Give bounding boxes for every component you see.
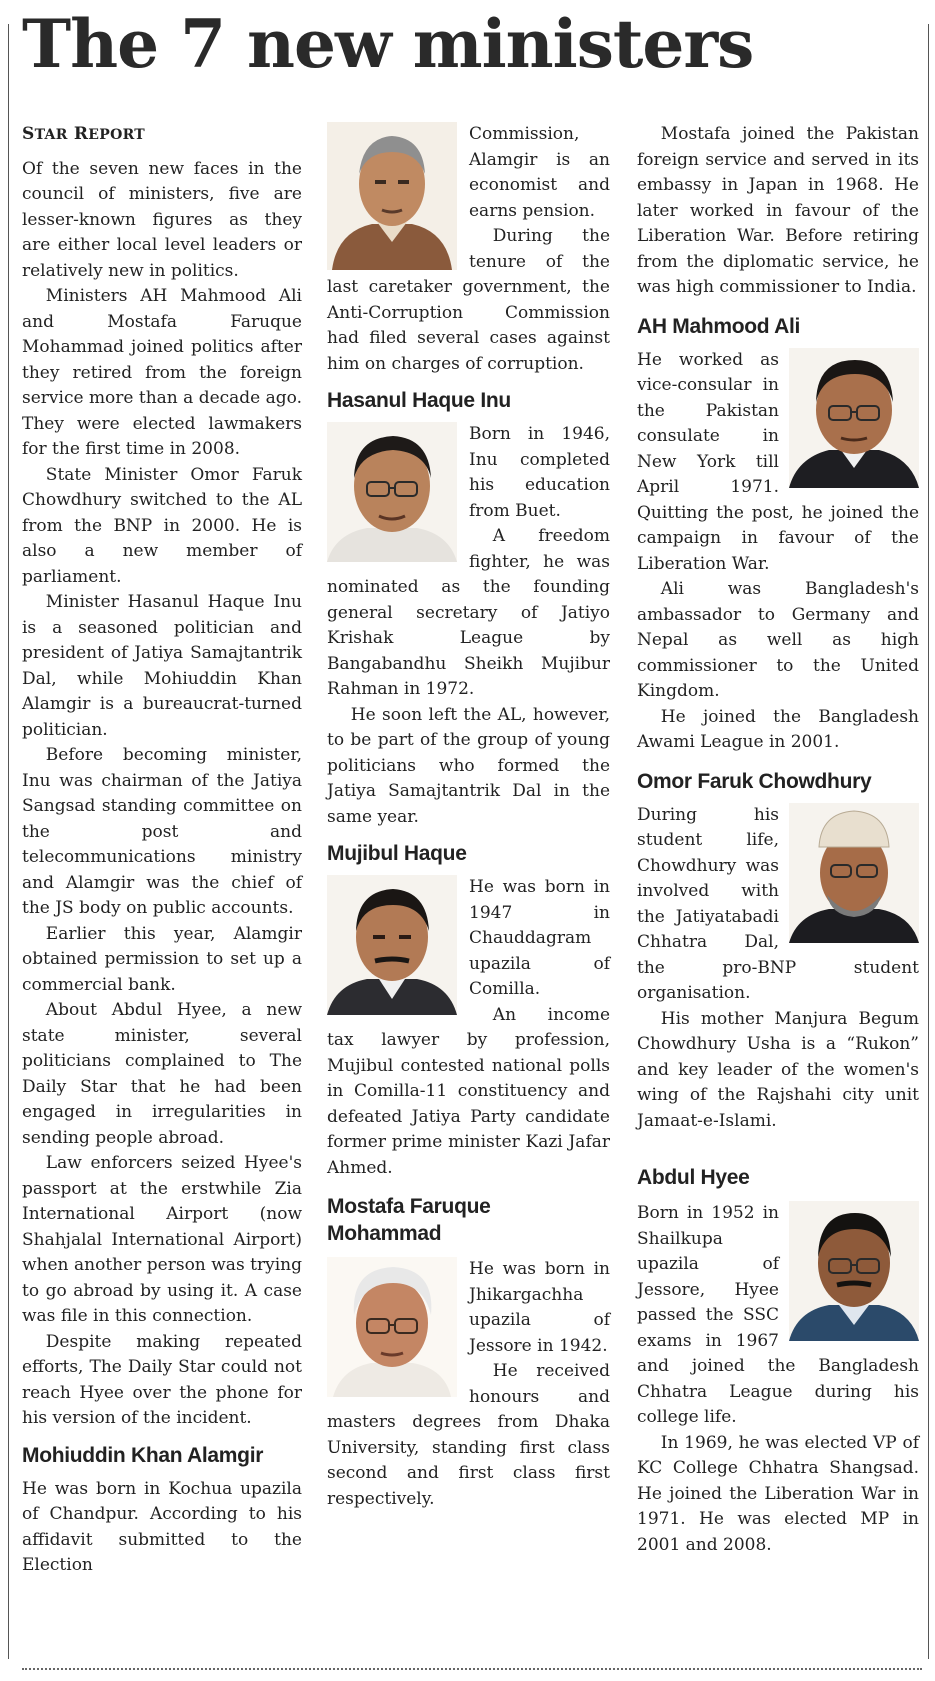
column-3 bbox=[637, 122, 919, 1558]
paragraph: During the tenure of the last caretaker government, the Anti-Corruption Commission had filed several cases against him on charges of corruption. bbox=[327, 226, 610, 374]
paragraph: During his student life, Chowdhury was involved with the Jatiyatabadi Chhatra Dal, the pro-BNP student organisation. bbox=[637, 804, 919, 1003]
portrait-mujibul bbox=[327, 875, 457, 1015]
paragraph: Earlier this year, Alamgir obtained permission to set up a commercial bank. bbox=[22, 923, 302, 995]
paragraph: He worked as vice-consular in the Pakistan consulate in New York till April 1971. Quitting the post, he joined the campaign in favour of the Liberation War. bbox=[637, 349, 919, 574]
column-1 bbox=[22, 122, 302, 1579]
byline: STAR REPORT bbox=[22, 124, 145, 144]
paragraph: His mother Manjura Begum Chowdhury Usha is a “Rukon” and key leader of the women's wing of the Rajshahi city unit Jamaat-e-Islami. bbox=[637, 1008, 919, 1131]
portrait-alamgir bbox=[327, 122, 457, 270]
portrait-omor bbox=[789, 803, 919, 943]
paragraph: He was born in Jhikargachha upazila of Jessore in 1942. bbox=[469, 1259, 610, 1356]
portrait-mostafa bbox=[327, 1257, 457, 1397]
paragraph: In 1969, he was elected VP of KC College Chhatra Shangsad. He joined the Liberation War in 1971. He was elected MP in 2001 and 2008. bbox=[637, 1432, 919, 1555]
portrait-hyee bbox=[789, 1201, 919, 1341]
headline: The 7 new ministers bbox=[22, 5, 754, 83]
paragraph: State Minister Omor Faruk Chowdhury switched to the AL from the BNP in 2000. He is also a new member of parliament. bbox=[22, 464, 302, 587]
bottom-dotted-rule bbox=[22, 1668, 922, 1670]
paragraph: Of the seven new faces in the council of ministers, five are lesser-known figures as they are either local level leaders or relatively new in politics. bbox=[22, 158, 302, 281]
paragraph: Before becoming minister, Inu was chairman of the Jatiya Sangsad standing committee on the post and telecommunications ministry and Alamgir was the chief of the JS body on public accounts. bbox=[22, 745, 302, 918]
paragraph: Minister Hasanul Haque Inu is a seasoned politician and president of Jatiya Samajtantrik Dal, while Mohiuddin Khan Alamgir is a bureaucrat-turned politician. bbox=[22, 592, 302, 740]
column-2 bbox=[327, 122, 610, 1512]
paragraph: He was born in Kochua upazila of Chandpur. According to his affidavit submitted to the Election bbox=[22, 1478, 302, 1575]
subhead-ali: AH Mahmood Ali bbox=[637, 314, 801, 338]
paragraph: Despite making repeated efforts, The Daily Star could not reach Hyee over the phone for his version of the incident. bbox=[22, 1331, 302, 1428]
paragraph: He soon left the AL, however, to be part of the group of young politicians who formed the Jatiya Samajtantrik Dal in the same year. bbox=[327, 704, 610, 827]
paragraph: Commission, Alamgir is an economist and earns pension. bbox=[469, 124, 610, 221]
paragraph: He was born in 1947 in Chauddagram upazila of Comilla. bbox=[469, 877, 610, 999]
paragraph: Mostafa joined the Pakistan foreign service and served in its embassy in Japan in 1968. He later worked in favour of the Liberation War. Before retiring from the diplomatic service, he was high commissioner to India. bbox=[637, 124, 919, 297]
subhead-inu: Hasanul Haque Inu bbox=[327, 389, 511, 412]
paragraph: Born in 1952 in Shailkupa upazila of Jessore, Hyee passed the SSC exams in 1967 and joined the Bangladesh Chhatra League during his college life. bbox=[637, 1203, 919, 1427]
paragraph: Born in 1946, Inu completed his education from Buet. bbox=[469, 424, 610, 521]
paragraph: Ministers AH Mahmood Ali and Mostafa Faruque Mohammad joined politics after they retired from the foreign service more than a decade ago. They were elected lawmakers for the first time in 2008. bbox=[22, 286, 302, 459]
paragraph: An income tax lawyer by profession, Mujibul contested national polls in Comilla-11 constituency and defeated Jatiya Party candidate former prime minister Kazi Jafar Ahmed. bbox=[327, 1004, 610, 1178]
subhead-mostafa: Mostafa Faruque Mohammad bbox=[327, 1195, 491, 1245]
paragraph: He joined the Bangladesh Awami League in 2001. bbox=[637, 706, 919, 752]
paragraph: Law enforcers seized Hyee's passport at the erstwhile Zia International Airport (now Shahjalal International Airport) when another person was trying to go abroad by using it. A case was file in this connection. bbox=[22, 1153, 302, 1326]
paragraph: About Abdul Hyee, a new state minister, several politicians complained to The Daily Star that he had been engaged in irregularities in sending people abroad. bbox=[22, 1000, 302, 1148]
left-column-rule bbox=[8, 24, 9, 1659]
subhead-alamgir: Mohiuddin Khan Alamgir bbox=[22, 1443, 264, 1467]
subhead-mujibul: Mujibul Haque bbox=[327, 842, 467, 865]
portrait-ali bbox=[789, 348, 919, 488]
paragraph: Ali was Bangladesh's ambassador to Germany and Nepal as well as high commissioner to the United Kingdom. bbox=[637, 579, 919, 701]
right-column-rule bbox=[928, 24, 929, 1659]
paragraph: He received honours and masters degrees from Dhaka University, standing first class second and first class first respectively. bbox=[327, 1361, 610, 1509]
paragraph: A freedom fighter, he was nominated as the founding general secretary of Jatiyo Krishak League by Bangabandhu Sheikh Mujibur Rahman in 1972. bbox=[327, 526, 610, 699]
portrait-inu bbox=[327, 422, 457, 562]
subhead-omor: Omor Faruk Chowdhury bbox=[637, 769, 872, 793]
subhead-hyee: Abdul Hyee bbox=[637, 1166, 750, 1189]
